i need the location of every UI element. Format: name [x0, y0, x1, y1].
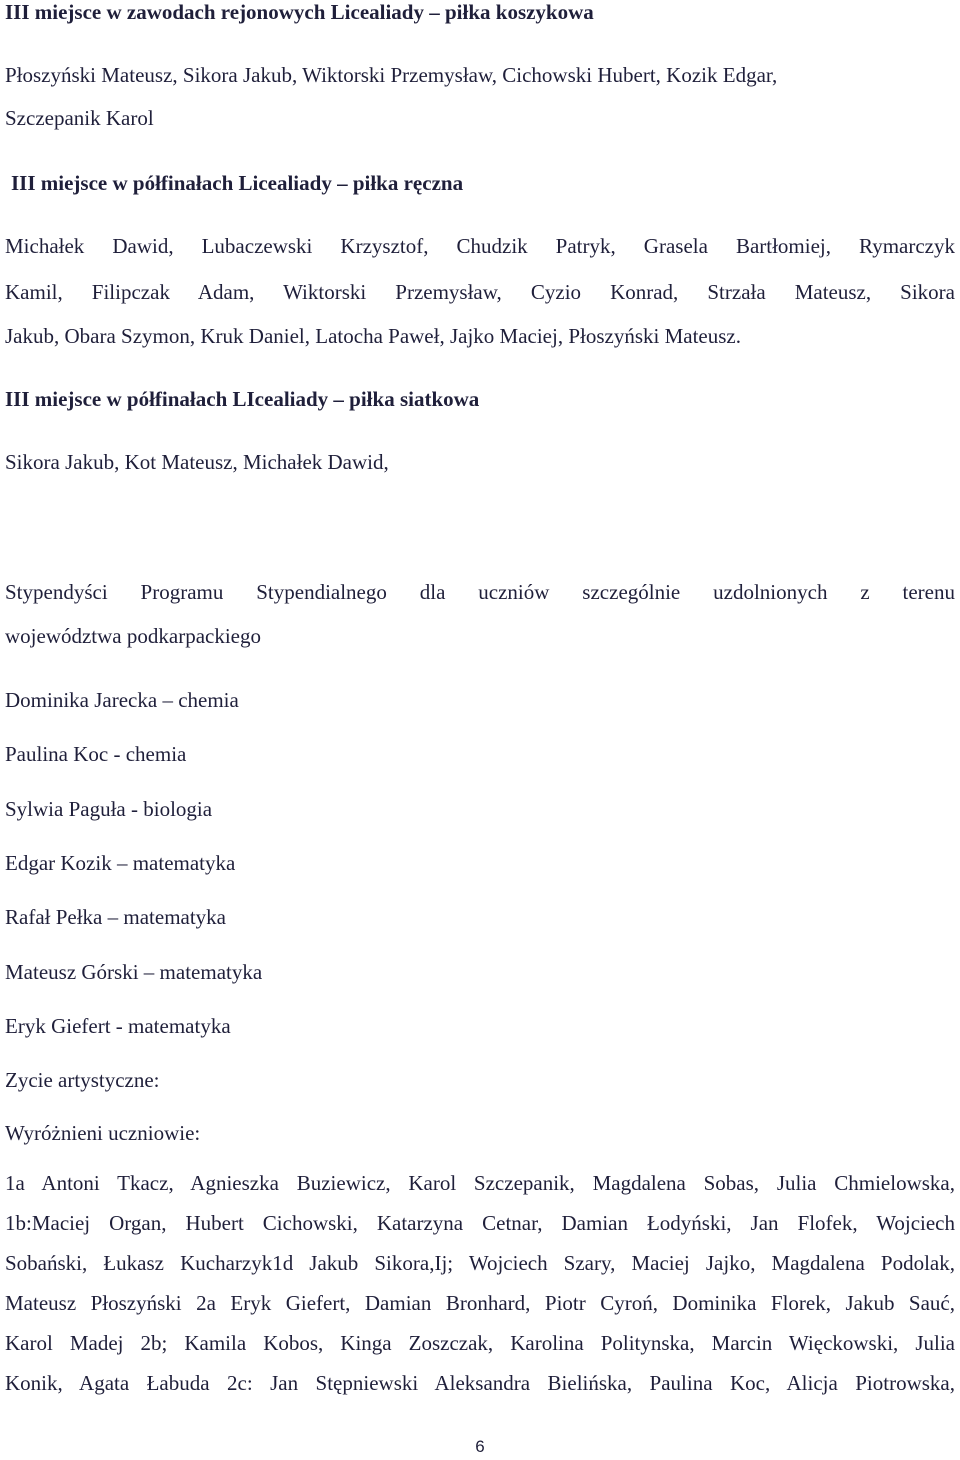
scholarship-student: Rafał Pełka – matematyka [5, 905, 227, 929]
scholarship-student: Sylwia Paguła - biologia [5, 797, 213, 821]
arts-names-line: 1b:Maciej Organ, Hubert Cichowski, Katarzyna Cetnar, Damian Łodyński, Jan Flofek, Wojciech [5, 1211, 955, 1235]
handball-heading: III miejsce w półfinałach Licealiady – piłka ręczna [11, 171, 464, 195]
arts-names-line: Mateusz Płoszyński 2a Eryk Giefert, Damian Bronhard, Piotr Cyroń, Dominika Florek, Jakub Sauć, [5, 1291, 955, 1315]
volleyball-names-line-1: Sikora Jakub, Kot Mateusz, Michałek Dawid, [5, 450, 389, 474]
arts-names-line: Konik, Agata Łabuda 2c: Jan Stępniewski Aleksandra Bielińska, Paulina Koc, Alicja Piotrowska, [5, 1371, 955, 1395]
handball-names-line-3: Jakub, Obara Szymon, Kruk Daniel, Latocha Paweł, Jajko Maciej, Płoszyński Mateusz. [5, 324, 741, 348]
arts-names-line: Karol Madej 2b; Kamila Kobos, Kinga Zoszczak, Karolina Politynska, Marcin Więckowski, Julia [5, 1331, 955, 1355]
scholarship-student: Dominika Jarecka – chemia [5, 688, 239, 712]
arts-subheading: Wyróżnieni uczniowie: [5, 1121, 201, 1145]
arts-names-line: Sobański, Łukasz Kucharzyk1d Jakub Sikora,Ij; Wojciech Szary, Maciej Jajko, Magdalena Podolak, [5, 1251, 955, 1275]
basketball-names-line-2: Szczepanik Karol [5, 106, 154, 130]
page-number: 6 [475, 1437, 485, 1456]
scholarship-line-2: województwa podkarpackiego [5, 624, 261, 648]
scholarship-student: Mateusz Górski – matematyka [5, 960, 263, 984]
scholarship-student: Edgar Kozik – matematyka [5, 851, 236, 875]
handball-names-line-1: Michałek Dawid, Lubaczewski Krzysztof, Chudzik Patryk, Grasela Bartłomiej, Rymarczyk [5, 234, 955, 258]
scholarship-student: Paulina Koc - chemia [5, 742, 187, 766]
arts-heading: Zycie artystyczne: [5, 1068, 160, 1092]
scholarship-line-1: Stypendyści Programu Stypendialnego dla uczniów szczególnie uzdolnionych z terenu [5, 580, 955, 604]
scholarship-student: Eryk Giefert - matematyka [5, 1014, 231, 1038]
arts-names-line: 1a Antoni Tkacz, Agnieszka Buziewicz, Karol Szczepanik, Magdalena Sobas, Julia Chmielowska, [5, 1171, 955, 1195]
basketball-heading: III miejsce w zawodach rejonowych Licealiady – piłka koszykowa [5, 0, 594, 24]
basketball-names-line-1: Płoszyński Mateusz, Sikora Jakub, Wiktorski Przemysław, Cichowski Hubert, Kozik Edgar, [5, 63, 778, 87]
volleyball-heading: III miejsce w półfinałach LIcealiady – piłka siatkowa [5, 387, 480, 411]
handball-names-line-2: Kamil, Filipczak Adam, Wiktorski Przemysław, Cyzio Konrad, Strzała Mateusz, Sikora [5, 280, 955, 304]
